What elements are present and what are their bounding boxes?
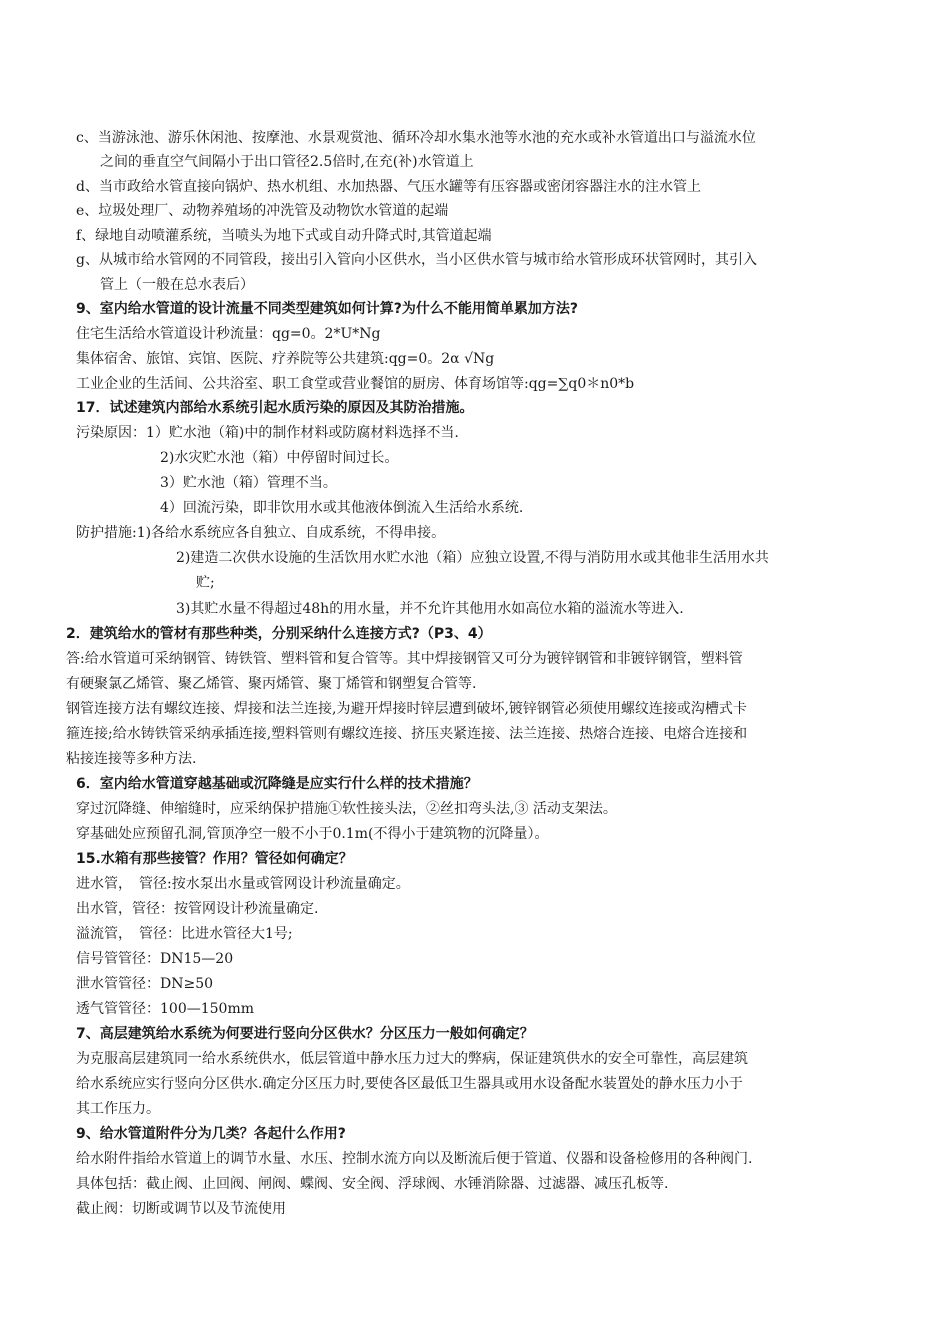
text-line: g、从城市给水管网的不同管段，接出引入管向小区供水，当小区供水管与城市给水管形成环状管网时，其引入	[76, 252, 757, 268]
text-line: 穿基础处应预留孔洞,管顶净空一般不小于0.1m(不得小于建筑物的沉降量）。	[76, 826, 549, 842]
text-line: 贮;	[196, 575, 215, 591]
text-line: d、当市政给水管直接向锅炉、热水机组、水加热器、气压水罐等有压容器或密闭容器注水的注水管上	[76, 179, 701, 195]
text-line: c、当游泳池、游乐休闲池、按摩池、水景观赏池、循环冷却水集水池等水池的充水或补水管道出口与溢流水位	[76, 130, 756, 146]
text-line: 钢管连接方法有螺纹连接、焊接和法兰连接,为避开焊接时锌层遭到破坏,镀锌钢管必须使用螺纹连接或沟槽式卡	[66, 701, 747, 717]
text-line: 溢流管， 管径：比进水管径大1号;	[76, 926, 293, 942]
text-line: 工业企业的生活间、公共浴室、职工食堂或营业餐馆的厨房、体育场馆等:qg=∑q0＊n0*b	[76, 376, 635, 392]
text-line: 之间的垂直空气间隔小于出口管径2.5倍时,在充(补)水管道上	[100, 154, 474, 170]
text-line: 具体包括：截止阀、止回阀、闸阀、蝶阀、安全阀、浮球阀、水锤消除器、过滤器、减压孔板等.	[76, 1176, 669, 1192]
text-line: 集体宿舍、旅馆、宾馆、医院、疗养院等公共建筑:qg=0。2α √Ng	[76, 351, 495, 367]
text-line: 3)其贮水量不得超过48h的用水量，并不允许其他用水如高位水箱的溢流水等进入.	[176, 601, 684, 617]
text-line: 箍连接;给水铸铁管采纳承插连接,塑料管则有螺纹连接、挤压夹紧连接、法兰连接、热熔合连接、电熔合连接和	[66, 726, 748, 742]
text-line: 污染原因：1）贮水池（箱)中的制作材料或防腐材料选择不当.	[76, 425, 459, 441]
section-heading: 15.水箱有那些接管？作用？管径如何确定？	[76, 851, 353, 867]
text-line: 粘接连接等多种方法.	[66, 751, 197, 767]
text-line: 给水系统应实行竖向分区供水.确定分区压力时,要使各区最低卫生器具或用水设备配水装置处的静水压力小于	[76, 1076, 743, 1092]
text-line: 答:给水管道可采纳钢管、铸铁管、塑料管和复合管等。其中焊接钢管又可分为镀锌钢管和非镀锌钢管，塑料管	[66, 651, 743, 667]
text-line: 管上（一般在总水表后）	[100, 277, 254, 293]
text-line: 防护措施:1)各给水系统应各自独立、自成系统，不得串接。	[76, 525, 446, 541]
text-line: 截止阀：切断或调节以及节流使用	[76, 1201, 286, 1217]
section-heading: 17．试述建筑内部给水系统引起水质污染的原因及其防治措施。	[76, 400, 474, 416]
text-line: 2)建造二次供水设施的生活饮用水贮水池（箱）应独立设置,不得与消防用水或其他非生活用水共	[176, 550, 769, 566]
text-line: 给水附件指给水管道上的调节水量、水压、控制水流方向以及断流后便于管道、仪器和设备检修用的各种阀门.	[76, 1151, 753, 1167]
text-line: 有硬聚氯乙烯管、聚乙烯管、聚丙烯管、聚丁烯管和钢塑复合管等.	[66, 676, 477, 692]
text-line: 2)水灾贮水池（箱）中停留时间过长。	[160, 450, 399, 466]
text-line: f、绿地自动喷灌系统，当喷头为地下式或自动升降式时,其管道起端	[76, 228, 492, 244]
text-line: 为克服高层建筑同一给水系统供水，低层管道中静水压力过大的弊病，保证建筑供水的安全可靠性，高层建筑	[76, 1051, 748, 1067]
section-heading: 9、室内给水管道的设计流量不同类型建筑如何计算?为什么不能用简单累加方法?	[76, 301, 578, 317]
section-heading: 7、高层建筑给水系统为何要进行竖向分区供水？分区压力一般如何确定？	[76, 1026, 534, 1042]
text-line: 4）回流污染，即非饮用水或其他液体倒流入生活给水系统.	[160, 500, 524, 516]
text-line: 进水管， 管径:按水泵出水量或管网设计秒流量确定。	[76, 876, 410, 892]
text-line: 透气管管径：100—150mm	[76, 1001, 254, 1017]
text-line: 其工作压力。	[76, 1101, 160, 1117]
text-line: 住宅生活给水管道设计秒流量：qg=0。2*U*Ng	[76, 326, 381, 342]
text-line: 信号管管径：DN15—20	[76, 951, 234, 967]
text-line: e、垃圾处理厂、动物养殖场的冲洗管及动物饮水管道的起端	[76, 203, 449, 219]
text-line: 穿过沉降缝、伸缩缝时，应采纳保护措施①软性接头法，②丝扣弯头法,③ 活动支架法。	[76, 801, 617, 817]
text-line: 出水管，管径：按管网设计秒流量确定.	[76, 901, 319, 917]
section-heading: 9、给水管道附件分为几类？各起什么作用?	[76, 1126, 346, 1142]
section-heading: 2．建筑给水的管材有那些种类，分别采纳什么连接方式?（P3、4）	[66, 626, 492, 642]
section-heading: 6．室内给水管道穿越基础或沉降缝是应实行什么样的技术措施？	[76, 776, 478, 792]
text-line: 泄水管管径：DN≥50	[76, 976, 214, 992]
text-line: 3）贮水池（箱）管理不当。	[160, 475, 337, 491]
